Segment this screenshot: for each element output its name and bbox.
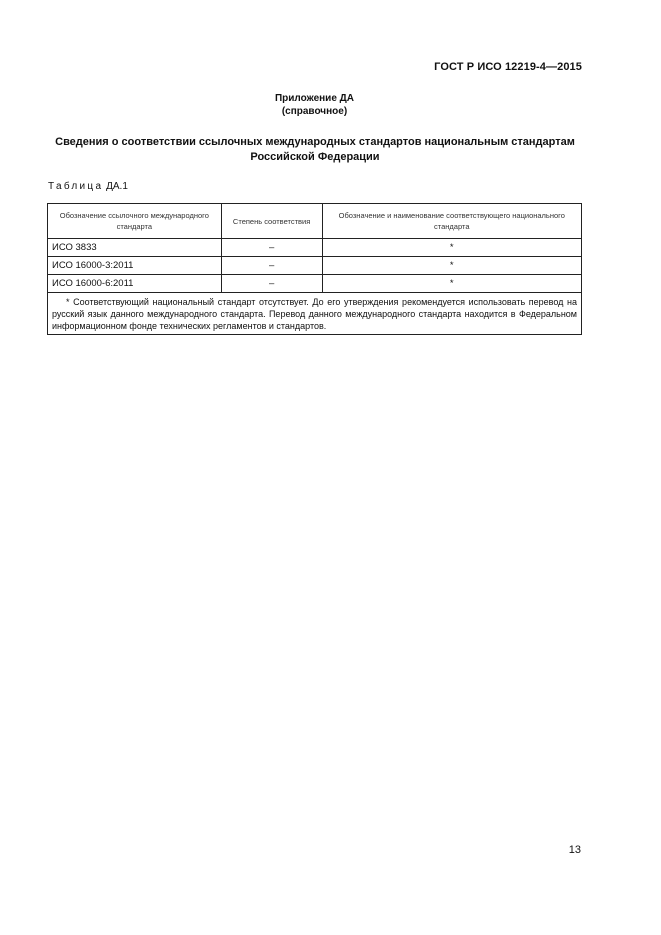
footnote-text: * Соответствующий национальный стандарт отсутствует. До его утверждения рекомендуется использовать перевод на русский язык данного международного стандарта. Перевод данного международного стандарта находится в Федеральном информационном фонде технических регламентов и стандартов. bbox=[52, 297, 577, 331]
annex-label bbox=[0, 92, 629, 118]
cell-standard: ИСО 3833 bbox=[48, 239, 222, 257]
table-footnote bbox=[48, 293, 582, 335]
cell-national: * bbox=[322, 239, 581, 257]
table-footnote-row bbox=[48, 293, 582, 335]
cell-degree: – bbox=[221, 257, 322, 275]
cell-degree: – bbox=[221, 275, 322, 293]
annex-heading-line-2: Российской Федерации bbox=[250, 150, 380, 163]
table-caption-number: ДА.1 bbox=[106, 181, 128, 192]
column-header-conformity-degree: Степень соответствия bbox=[221, 204, 322, 239]
standards-table bbox=[47, 203, 582, 335]
cell-standard: ИСО 16000-3:2011 bbox=[48, 257, 222, 275]
table-row bbox=[48, 275, 582, 293]
cell-national: * bbox=[322, 275, 581, 293]
column-header-international-standard: Обозначение ссылочного международного стандарта bbox=[48, 204, 222, 239]
document-code: ГОСТ Р ИСО 12219-4—2015 bbox=[434, 61, 582, 73]
table-row bbox=[48, 257, 582, 275]
table-caption bbox=[48, 181, 128, 192]
table-header-row bbox=[48, 204, 582, 239]
cell-degree: – bbox=[221, 239, 322, 257]
page-number: 13 bbox=[568, 844, 581, 856]
annex-status: (справочное) bbox=[281, 106, 348, 117]
column-header-national-standard: Обозначение и наименование соответствующего национального стандарта bbox=[322, 204, 581, 239]
table-row bbox=[48, 239, 582, 257]
cell-national: * bbox=[322, 257, 581, 275]
table-caption-word: Таблица bbox=[48, 181, 104, 192]
annex-heading-line-1: Сведения о соответствии ссылочных международных стандартов национальным стандартам bbox=[55, 136, 575, 148]
annex-heading bbox=[48, 135, 582, 164]
annex-title: Приложение ДА bbox=[274, 93, 355, 104]
cell-standard: ИСО 16000-6:2011 bbox=[48, 275, 222, 293]
